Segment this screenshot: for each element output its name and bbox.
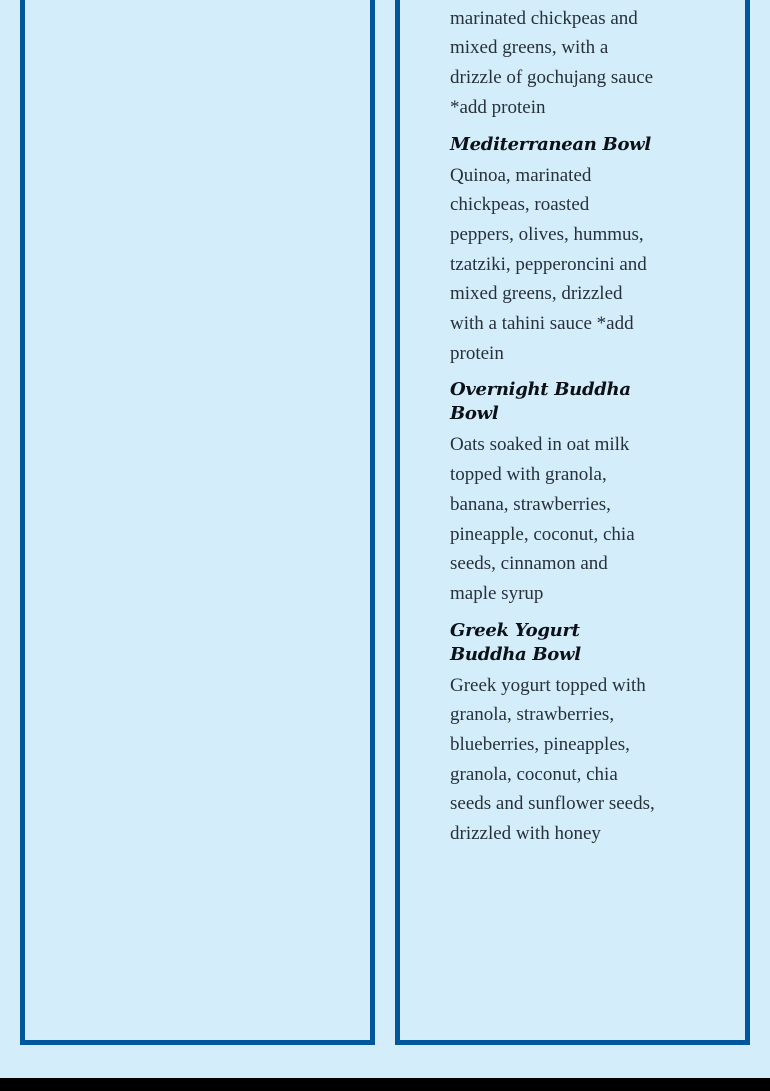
menu-item-title: Mediterranean Bowl	[450, 133, 651, 155]
bottom-bar	[0, 1078, 770, 1091]
menu-item-description: Greek yogurt topped with granola, strawberries, blueberries, pineapples, granola, coconut, chia seeds and sunflower seeds, drizzled with honey	[450, 674, 655, 845]
menu-item-title: Greek Yogurt Buddha Bowl	[450, 619, 581, 665]
menu-item	[450, 133, 655, 369]
menu-item-description: Quinoa, marinated chickpeas, roasted peppers, olives, hummus, tzatziki, pepperoncini and mixed greens, drizzled with a tahini sauce *add protein	[450, 164, 647, 364]
menu-item	[450, 619, 655, 849]
menu-item-description: Oats soaked in oat milk topped with granola, banana, strawberries, pineapple, coconut, chia seeds, cinnamon and maple syrup	[450, 434, 635, 604]
menu-item	[450, 0, 655, 123]
menu-item	[450, 378, 655, 608]
menu-item-description: marinated chickpeas and mixed greens, with a drizzle of gochujang sauce *add protein	[450, 7, 654, 118]
left-menu-panel	[20, 0, 375, 1045]
menu-item-list	[450, 0, 655, 859]
menu-item-title: Overnight Buddha Bowl	[450, 379, 631, 425]
